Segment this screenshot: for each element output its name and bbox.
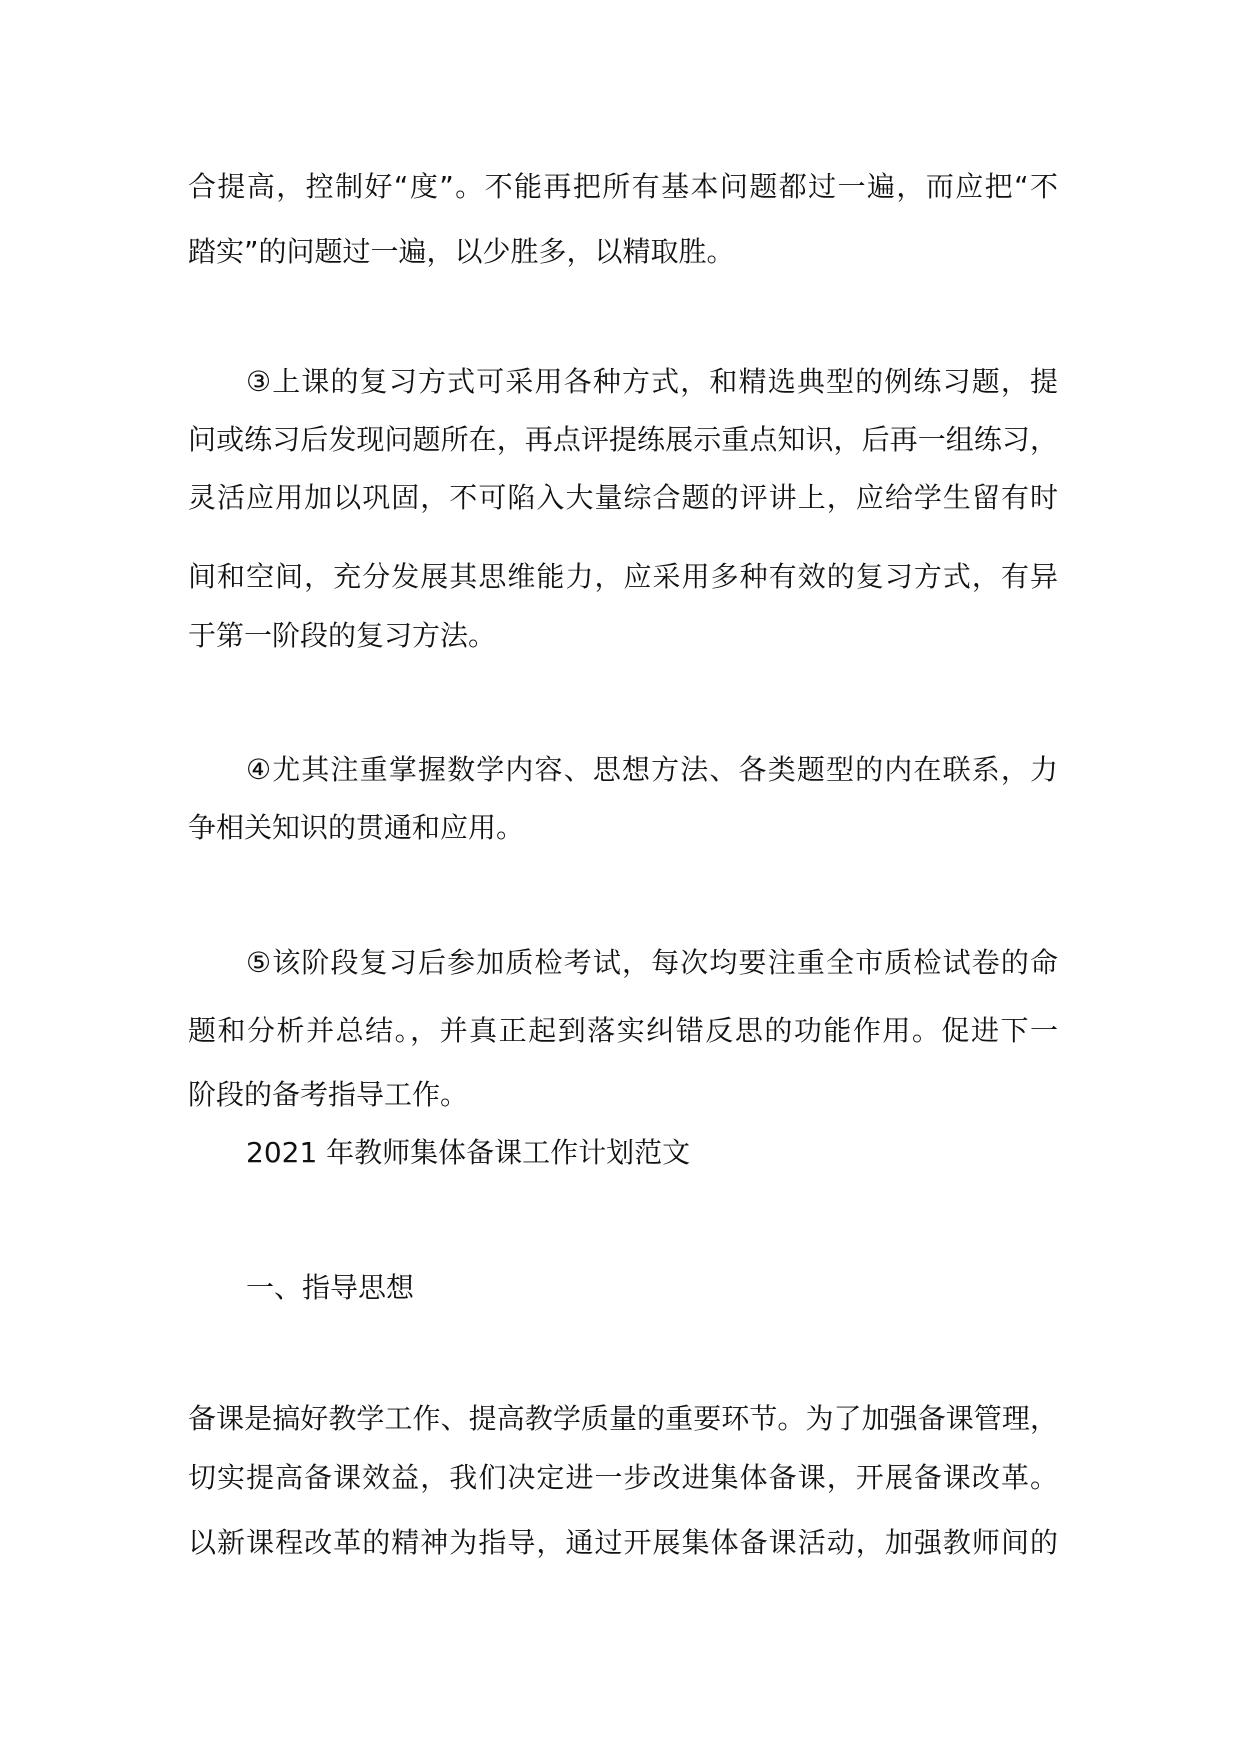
body-text-line: ③上课的复习方式可采用各种方式，和精选典型的例练习题，提 — [246, 365, 1058, 398]
section-heading: 一、指导思想 — [246, 1271, 415, 1304]
body-text-line: 于第一阶段的复习方法。 — [188, 619, 497, 652]
body-text-line: 以新课程改革的精神为指导，通过开展集体备课活动，加强教师间的 — [188, 1526, 1058, 1559]
body-text-line: 问或练习后发现问题所在，再点评提练展示重点知识，后再一组练习， — [188, 423, 1058, 456]
body-text-line: 争相关知识的贯通和应用。 — [188, 811, 525, 844]
body-text-line: 间和空间，充分发展其思维能力，应采用多种有效的复习方式，有异 — [188, 560, 1058, 593]
body-text-line: 合提高，控制好“度”。不能再把所有基本问题都过一遍，而应把“不 — [188, 170, 1058, 203]
body-text-line: 阶段的备考指导工作。 — [188, 1078, 469, 1111]
body-text-line: 题和分析并总结。，并真正起到落实纠错反思的功能作用。促进下一 — [188, 1014, 1058, 1047]
body-text-line: 踏实”的问题过一遍，以少胜多，以精取胜。 — [188, 235, 735, 268]
body-text-line: ④尤其注重掌握数学内容、思想方法、各类题型的内在联系，力 — [246, 753, 1058, 786]
body-text-line: ⑤该阶段复习后参加质检考试，每次均要注重全市质检试卷的命 — [246, 946, 1058, 979]
body-text-line: 切实提高备课效益，我们决定进一步改进集体备课，开展备课改革。 — [188, 1461, 1058, 1494]
document-title: 2021 年教师集体备课工作计划范文 — [246, 1136, 691, 1169]
body-text-line: 备课是搞好教学工作、提高教学质量的重要环节。为了加强备课管理， — [188, 1402, 1058, 1435]
body-text-line: 灵活应用加以巩固，不可陷入大量综合题的评讲上，应给学生留有时 — [188, 481, 1058, 514]
